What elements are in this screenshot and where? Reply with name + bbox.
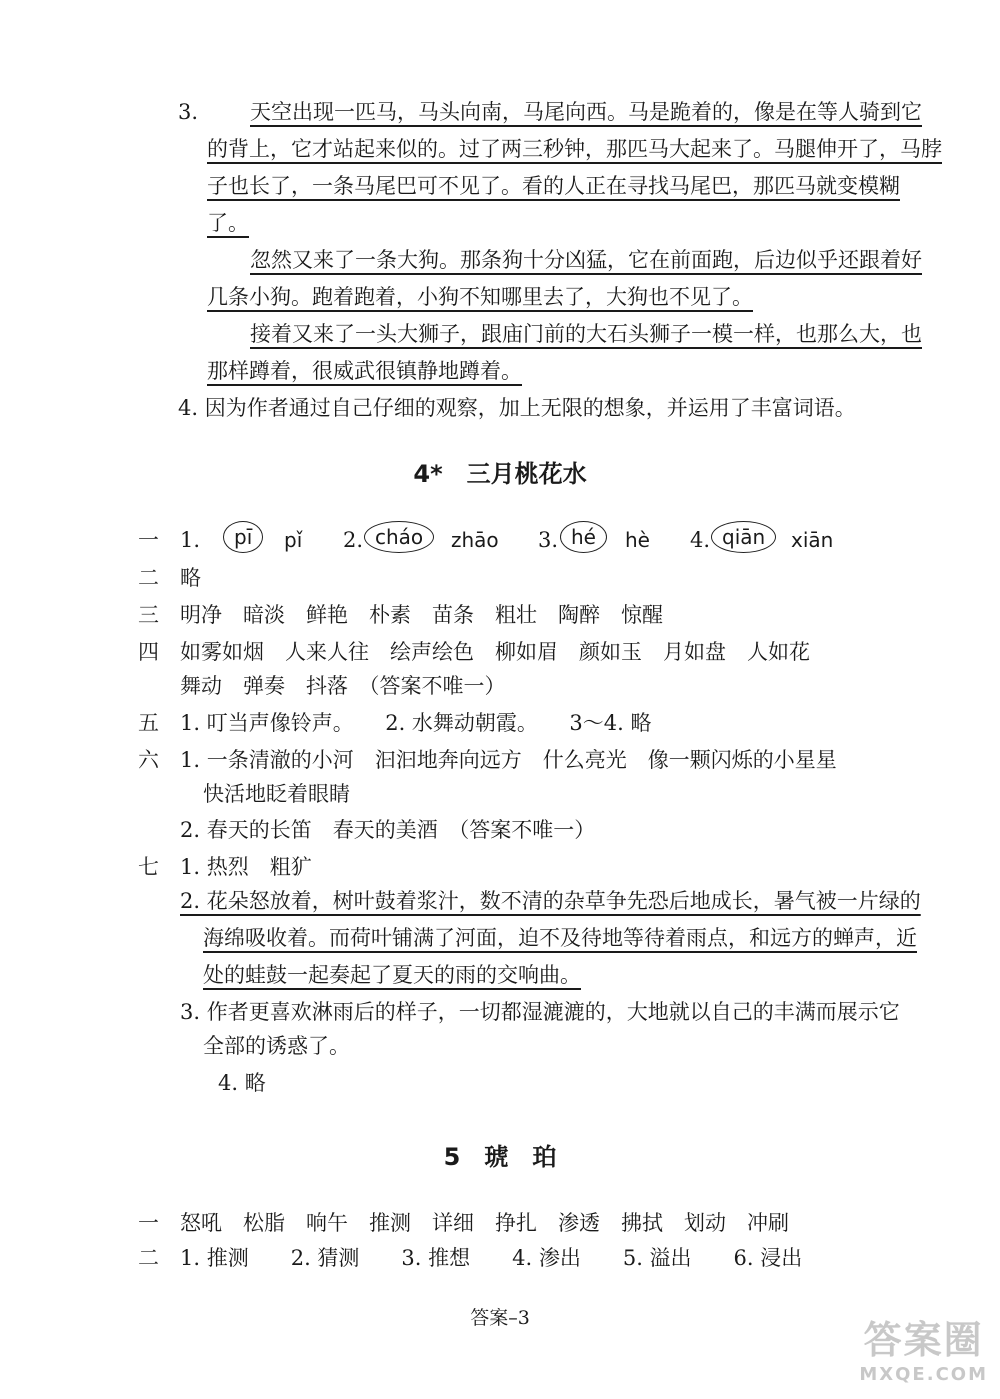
pinyin-pi-alt: pǐ — [284, 528, 303, 552]
lesson4-section-4-line-2: 舞动 弹奏 抖落 （答案不唯一） — [180, 674, 506, 698]
lesson4-section-6-line-2: 快活地眨着眼睛 — [203, 782, 350, 806]
watermark-logo — [859, 1309, 988, 1385]
lesson4-section-7-q3-line-2: 全部的诱惑了。 — [203, 1034, 350, 1058]
lesson4-section-7-q2-line-2: 海绵吸收着。而荷叶铺满了河面，迫不及待地等待着雨点，和远方的蝉声，近 — [203, 926, 917, 950]
pinyin-chao-circled: cháo — [364, 521, 434, 553]
pinyin-he-alt: hè — [625, 528, 650, 552]
watermark-url: MXQE.COM — [859, 1364, 988, 1385]
lesson-4-title: 4* 三月桃花水 — [413, 460, 587, 488]
watermark-logo-text: 答案圈 — [863, 1318, 984, 1362]
lesson4-section-7-q3-line-1: 3. 作者更喜欢淋雨后的样子，一切都湿漉漉的，大地就以自己的丰满而展示它 — [180, 1000, 900, 1024]
q3-para2-line-1: 忽然又来了一条大狗。那条狗十分凶猛，它在前面跑，后边似乎还跟着好 — [250, 248, 922, 272]
lesson4-section-7-q4: 4. 略 — [218, 1071, 266, 1095]
lesson4-q4-number: 4. — [690, 528, 711, 552]
lesson4-section-7-q1: 1. 热烈 粗犷 — [180, 855, 312, 879]
lesson5-section-2-text: 1. 推测 2. 猜测 3. 推想 4. 渗出 5. 溢出 6. 浸出 — [180, 1246, 803, 1270]
q3-para3-line-2: 那样蹲着，很威武很镇静地蹲着。 — [207, 359, 522, 383]
q3-line-3: 子也长了，一条马尾巴可不见了。看的人正在寻找马尾巴，那匹马就变模糊 — [207, 174, 900, 198]
lesson4-section-5-text: 1. 叮当声像铃声。 2. 水舞动朝霞。 3～4. 略 — [180, 711, 652, 735]
lesson-5-title: 5 琥 珀 — [443, 1143, 557, 1171]
lesson5-section-1-text: 怒吼 松脂 响午 推测 详细 挣扎 渗透 拂拭 划动 冲刷 — [180, 1211, 789, 1235]
pinyin-pi-circled: pī — [223, 521, 263, 553]
lesson4-section-2-text: 略 — [180, 566, 201, 590]
lesson5-section-1-label: 一 — [138, 1211, 159, 1235]
lesson4-section-5-label: 五 — [138, 711, 159, 735]
lesson4-section-6-line-3: 2. 春天的长笛 春天的美酒 （答案不唯一） — [180, 818, 596, 842]
q3-number: 3. — [178, 100, 199, 124]
lesson4-section-3-text: 明净 暗淡 鲜艳 朴素 苗条 粗壮 陶醉 惊醒 — [180, 603, 663, 627]
q3-para3-line-1: 接着又来了一头大狮子，跟庙门前的大石头狮子一模一样，也那么大，也 — [250, 322, 922, 346]
q3-line-4: 了。 — [207, 211, 249, 235]
lesson4-section-4-line-1: 如雾如烟 人来人往 绘声绘色 柳如眉 颜如玉 月如盘 人如花 — [180, 640, 810, 664]
pinyin-xian-alt: xiān — [791, 528, 834, 552]
lesson4-section-7-label: 七 — [138, 855, 159, 879]
lesson4-section-2-label: 二 — [138, 566, 159, 590]
lesson4-section-6-line-1: 1. 一条清澈的小河 汩汩地奔向远方 什么亮光 像一颗闪烁的小星星 — [180, 748, 837, 772]
q3-para2-line-2: 几条小狗。跑着跑着，小狗不知哪里去了，大狗也不见了。 — [207, 285, 753, 309]
q4-answer: 4. 因为作者通过自己仔细的观察，加上无限的想象，并运用了丰富词语。 — [178, 396, 856, 420]
lesson4-section-4-label: 四 — [138, 640, 159, 664]
pinyin-zhao-alt: zhāo — [451, 528, 499, 552]
q3-line-2: 的背上，它才站起来似的。过了两三秒钟，那匹马大起来了。马腿伸开了，马脖 — [207, 137, 942, 161]
lesson4-section-7-q2-line-1: 2. 花朵怒放着，树叶鼓着浆汁，数不清的杂草争先恐后地成长，暑气被一片绿的 — [180, 889, 921, 913]
pinyin-qian-circled: qiān — [711, 521, 776, 553]
page-number: 答案–3 — [470, 1307, 530, 1329]
lesson4-section-6-label: 六 — [138, 748, 159, 772]
lesson5-section-2-label: 二 — [138, 1246, 159, 1270]
lesson4-section-1-label: 一 — [138, 528, 159, 552]
lesson4-q1-number: 1. — [180, 528, 201, 552]
lesson4-section-7-q2-line-3: 处的蛙鼓一起奏起了夏天的雨的交响曲。 — [203, 963, 581, 987]
q3-line-1: 天空出现一匹马，马头向南，马尾向西。马是跪着的，像是在等人骑到它 — [250, 100, 922, 124]
lesson4-q2-number: 2. — [343, 528, 364, 552]
pinyin-he-circled: hé — [560, 521, 607, 553]
lesson4-q3-number: 3. — [538, 528, 559, 552]
lesson4-section-3-label: 三 — [138, 603, 159, 627]
